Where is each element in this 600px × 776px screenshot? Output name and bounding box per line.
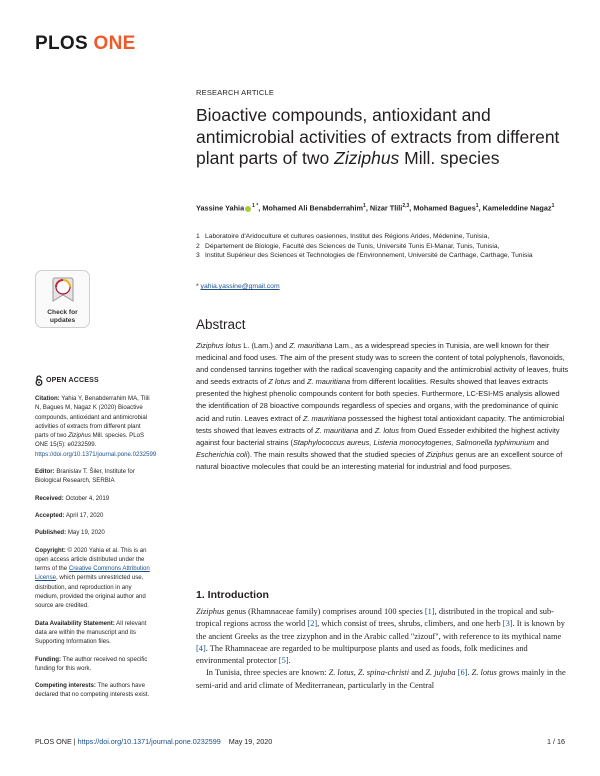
species-name: Ziziphus lotus xyxy=(196,341,242,350)
data-availability-block xyxy=(35,619,155,647)
abstract-span: ). The main results showed that the studied species of xyxy=(247,449,426,459)
intro-span: grows mainly in the semi-arid and arid climate of Mediterranean, particularly in the Central xyxy=(196,668,566,690)
bookmark-check-icon xyxy=(51,275,75,303)
open-access-label: OPEN ACCESS xyxy=(46,376,99,384)
author-1[interactable]: Yassine Yahia xyxy=(196,203,245,213)
author-list xyxy=(196,201,556,213)
author-2-sup: 1 xyxy=(363,203,366,209)
affiliation xyxy=(196,242,556,252)
published-block xyxy=(35,528,155,537)
abstract-span: Lam., as a widespread species in Tunisia, are well known for their medicinal and food uses. The aim of the present study was to screen the content of total polyphenols, flavonoids, and condensed tannins together with the radical scavenging capacity and the antimicrobial activity of leaves, fruits and seeds extracts of xyxy=(196,341,569,387)
author-3-sup: 2,3 xyxy=(402,203,410,209)
footer-doi-link[interactable]: https://doi.org/10.1371/journal.pone.0232599 xyxy=(77,737,221,746)
intro-span: . xyxy=(467,668,472,678)
intro-span: . xyxy=(288,656,291,666)
species-name: Z. lotus, Z. spina-christi xyxy=(328,668,410,678)
orcid-icon[interactable] xyxy=(245,206,251,212)
accepted-label: Accepted: xyxy=(35,511,65,519)
article-info-sidebar xyxy=(35,375,155,708)
species-name: Z. mauritiana xyxy=(315,425,359,435)
introduction-body xyxy=(196,606,570,692)
affiliation-text: Institut Supérieur des Sciences et Technologies de l'Environnement, Université de Carthage, Carthage, Tunisia xyxy=(205,252,533,260)
citation-block xyxy=(35,394,155,459)
affiliation xyxy=(196,251,556,261)
logo-one: ONE xyxy=(93,33,136,54)
title-text-2: Mill. species xyxy=(399,148,500,168)
title-italic: Ziziphus xyxy=(334,148,400,168)
article-title xyxy=(196,105,566,170)
abstract-heading: Abstract xyxy=(196,317,246,332)
accepted-date: April 17, 2020 xyxy=(64,511,104,519)
check-for-updates-label xyxy=(36,309,89,324)
open-lock-icon xyxy=(35,375,43,386)
check-for-updates-badge[interactable] xyxy=(35,270,90,328)
journal-logo xyxy=(35,33,136,55)
page-number: 1 / 16 xyxy=(547,737,565,746)
species-name: Z. mauritiana xyxy=(302,413,346,423)
title-text-1: Bioactive compounds, antioxidant and antimicrobial activities of extracts from different plant parts of two xyxy=(196,105,560,168)
author-sep: , xyxy=(409,203,414,213)
intro-span: , which consist of trees, shrubs, climbers, and one herb xyxy=(317,619,503,629)
species-name: Staphylococcus aureus, Listeria monocytogenes, Salmonella typhimurium xyxy=(292,437,535,447)
author-4-sup: 1 xyxy=(475,203,479,209)
abstract-span: from Oued Esseder exhibited the highest activity against four bacterial strains ( xyxy=(196,425,560,447)
intro-span: In Tunisia, three species are known: xyxy=(206,668,329,678)
citation-ref[interactable]: [5] xyxy=(278,656,289,666)
footer-separator: | xyxy=(71,737,78,746)
editor-block xyxy=(35,467,155,486)
funding-block xyxy=(35,655,155,674)
intro-span: . The Rhamnaceae are regarded to be multipurpose plants and used as foods, folk medicines and environmental protector xyxy=(196,643,528,666)
author-4: Mohamed Bagues xyxy=(413,203,476,213)
species-name: Z lotus xyxy=(268,377,291,387)
intro-span: and xyxy=(409,668,426,678)
author-5-sup: 1 xyxy=(551,203,555,209)
species-name: Z. lotus xyxy=(374,425,399,435)
funding-label: Funding: xyxy=(35,655,62,663)
abstract-span: from different localities. Results showed that leaves extracts presented the highest phenolic compounds content for both species. Furthermore, LC-ESI-MS analysis allowed the identification of 28 bioactive compounds regardless of species and organs, with the predominance of quinic acid and rutin. Leaves extract of xyxy=(196,377,560,423)
copyright-block xyxy=(35,546,155,611)
copyright-text-2: , which permits unrestricted use, distribution, and reproduction in any medium, provided the original author and source are credited. xyxy=(35,574,146,610)
competing-interests-label: Competing interests: xyxy=(35,682,96,690)
intro-span: . It is known by the ancient Greeks as the tree zizyphon and in the Arabic called "zizouf", with reference to its mythical name xyxy=(196,619,565,641)
competing-interests-text: The authors have declared that no competing interests exist. xyxy=(35,682,150,699)
citation-italic: Ziziphus xyxy=(68,432,91,440)
introduction-heading: 1. Introduction xyxy=(196,589,269,601)
author-sep: , xyxy=(258,203,263,213)
citation-text-2: Mill. species. PLoS ONE 15(5): e0232599. xyxy=(35,432,145,449)
data-availability-label: Data Availability Statement: xyxy=(35,619,115,627)
species-name: Z. jujuba xyxy=(425,668,456,678)
intro-span: genus (Rhamnaceae family) comprises around 100 species xyxy=(224,607,425,616)
author-sep: , xyxy=(478,203,483,213)
correspondence-mark: * xyxy=(196,283,201,290)
published-label: Published: xyxy=(35,529,67,537)
intro-paragraph-1 xyxy=(196,606,570,667)
logo-plos: PLOS xyxy=(35,33,88,54)
abstract-span: and xyxy=(534,437,549,447)
author-5: Kameleddine Nagaz xyxy=(482,203,552,213)
data-availability-text: All relevant data are within the manuscript and its Supporting Information files. xyxy=(35,619,147,646)
affiliation-text: Laboratoire d'Aridoculture et cultures oasiennes, Institut des Régions Arides, Médenine, Tunisia, xyxy=(205,233,490,240)
abstract-span: genus are an excellent source of natural bioactive molecules that could be an interesting material for industrial and food purposes. xyxy=(196,449,563,471)
author-1-sup: 1 * xyxy=(252,203,259,209)
license-link[interactable]: Creative Commons Attribution License xyxy=(35,565,150,582)
affiliation-number: 3 xyxy=(196,252,200,260)
check-line-2: updates xyxy=(49,316,76,324)
citation-doi-link[interactable]: https://doi.org/10.1371/journal.pone.0232599 xyxy=(35,450,157,458)
received-block xyxy=(35,494,155,503)
received-label: Received: xyxy=(35,494,64,502)
copyright-text: © 2020 Yahia et al. This is an open access article distributed under the terms of the xyxy=(35,546,147,573)
page-footer xyxy=(35,737,565,746)
open-access-badge xyxy=(35,375,155,386)
affiliation xyxy=(196,232,556,242)
published-date: May 19, 2020 xyxy=(66,529,105,537)
abstract-span: possessed the highest total antioxidant capacity. The antimicrobial tests showed that leaves extracts of xyxy=(196,413,565,435)
editor-label: Editor: xyxy=(35,468,55,476)
footer-date: May 19, 2020 xyxy=(228,737,273,746)
copyright-label: Copyright: xyxy=(35,546,66,554)
author-3: Nizar Tlili xyxy=(369,203,403,213)
citation-ref[interactable]: [2] xyxy=(307,619,318,629)
author-sep: , xyxy=(365,203,370,213)
citation-text: Yahia Y, Benabderrahim MA, Tlili N, Bagues M, Nagaz K (2020) Bioactive compounds, antioxidant and antimicrobial activities of extracts from different plant parts of two xyxy=(35,395,150,440)
affiliations xyxy=(196,232,556,261)
funding-text: The author received no specific funding for this work. xyxy=(35,655,148,672)
citation-ref[interactable]: [3] xyxy=(502,619,513,629)
abstract-span: and xyxy=(290,377,307,387)
abstract-span: and xyxy=(358,425,375,435)
affiliation-number: 1 xyxy=(196,233,200,240)
species-name: Z. lotus xyxy=(471,668,497,678)
citation-ref[interactable]: [4] xyxy=(196,643,206,653)
citation-label: Citation: xyxy=(35,395,60,402)
genus-name: Ziziphus xyxy=(196,607,225,616)
accepted-block xyxy=(35,511,155,520)
article-type: RESEARCH ARTICLE xyxy=(196,88,275,97)
abstract-body xyxy=(196,340,570,473)
intro-span: , distributed in the tropical and sub-tropical regions across the world xyxy=(196,607,554,629)
affiliation-text: Département de Biologie, Faculté des Sciences de Tunis, Université Tunis El-Manar, Tunis, Tunisia, xyxy=(205,242,500,250)
check-line-1: Check for xyxy=(47,309,78,316)
intro-paragraph-2 xyxy=(196,667,570,692)
email-link[interactable]: yahia.yassine@gmail.com xyxy=(200,283,280,290)
citation-ref[interactable]: [1] xyxy=(424,607,435,616)
competing-interests-block xyxy=(35,681,155,700)
author-2: Mohamed Ali Benabderrahim xyxy=(262,203,364,213)
citation-ref[interactable]: [6] xyxy=(457,668,468,678)
editor-text: Branislav T. Šiler, Institute for Biological Research, SERBIA xyxy=(35,468,135,485)
species-name: Z. mauritiana xyxy=(289,341,333,350)
received-date: October 4, 2019 xyxy=(63,494,110,502)
species-name: Escherichia coli xyxy=(196,449,248,459)
species-name: Z. mauritiana xyxy=(306,377,351,387)
footer-journal: PLOS ONE xyxy=(35,737,72,746)
footer-left xyxy=(35,737,272,746)
affiliation-number: 2 xyxy=(196,242,200,250)
abstract-span: L. (Lam.) and xyxy=(241,341,290,350)
species-name: Ziziphus xyxy=(425,449,454,459)
correspondence xyxy=(196,283,280,290)
